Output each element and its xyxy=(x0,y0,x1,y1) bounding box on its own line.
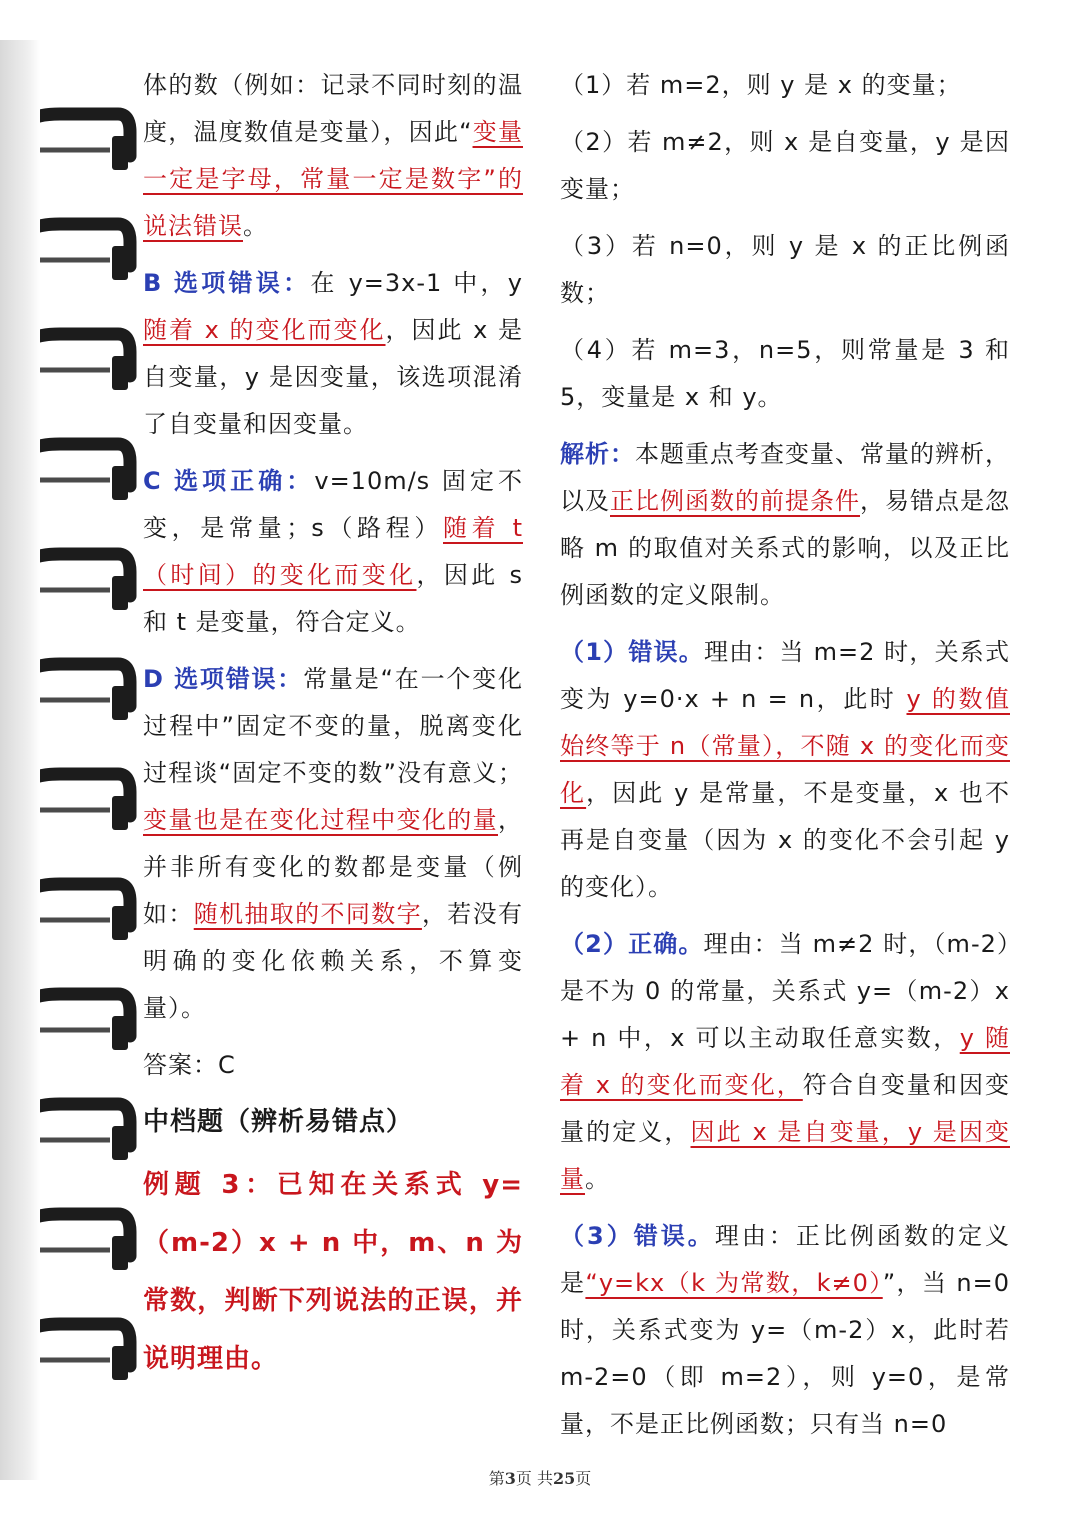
answer-2: （2）正确。理由：当 m≠2 时，（m-2）是不为 0 的常量，关系式 y=（m-2）x + n 中，x 可以主动取任意实数，y 随着 x 的变化而变化，符合自变量和因变量的定义，因此 x 是自变量，y 是因变量。 xyxy=(560,930,1010,1193)
analysis-highlight: 正比例函数的前提条件 xyxy=(610,487,860,515)
option-d-highlight-2: 随机抽取的不同数字 xyxy=(193,900,422,928)
option-a-continuation: 体的数（例如：记录不同时刻的温度，温度数值是变量），因此“变量一定是字母，常量一定是数字”的说法错误。 xyxy=(143,71,523,240)
answer-1-label: （1）错误。 xyxy=(560,638,704,666)
page-footer: 第3页 共25页 xyxy=(488,1469,592,1488)
option-b: B 选项错误：在 y=3x-1 中，y 随着 x 的变化而变化，因此 x 是自变量，y 是因变量，该选项混淆了自变量和因变量。 xyxy=(143,269,523,438)
spiral-rings-graphic xyxy=(0,40,140,1480)
highlight-misconception: 变量一定是字母，常量一定是数字”的说法错误 xyxy=(143,118,523,240)
answer-1: （1）错误。理由：当 m=2 时，关系式变为 y=0·x + n = n，此时 y 的数值始终等于 n（常量），不随 x 的变化而变化，因此 y 是常量，不是变量，x 也不再是自变量（因为 x 的变化不会引起 y 的变化）。 xyxy=(560,638,1010,901)
answer-1-highlight: y 的数值始终等于 n（常量），不随 x 的变化而变化 xyxy=(560,685,1010,807)
option-c-highlight: 随着 t（时间）的变化而变化 xyxy=(143,514,523,589)
spiral-binding xyxy=(0,40,140,1480)
answer-3: （3）错误。理由：正比例函数的定义是“y=kx（k 为常数，k≠0）”，当 n=0 时，关系式变为 y=（m-2）x，此时若 m-2=0（即 m=2），则 y=0，是常量，不是正比例函数；只有当 n=0 xyxy=(560,1222,1010,1438)
statement-3: （3）若 n=0，则 y 是 x 的正比例函数； xyxy=(560,232,1010,307)
option-d-label: D 选项错误： xyxy=(143,665,304,693)
statement-2: （2）若 m≠2，则 x 是自变量，y 是因变量； xyxy=(560,128,1010,203)
left-column xyxy=(143,62,523,1512)
current-page-number: 3 xyxy=(504,1469,516,1488)
option-d-highlight-1: 变量也是在变化过程中变化的量 xyxy=(143,806,498,834)
option-c-label: C 选项正确： xyxy=(143,467,315,495)
answer: 答案：C xyxy=(143,1051,236,1079)
analysis-label: 解析： xyxy=(560,440,635,468)
statement-1: （1）若 m=2，则 y 是 x 的变量； xyxy=(560,71,962,99)
answer-2-highlight-2: 因此 x 是自变量，y 是因变量 xyxy=(560,1118,1010,1193)
answer-2-highlight-1: y 随着 x 的变化而变化， xyxy=(560,1024,1010,1099)
option-b-label: B 选项错误： xyxy=(143,269,311,297)
option-d: D 选项错误：常量是“在一个变化过程中”固定不变的量，脱离变化过程谈“固定不变的数”没有意义；变量也是在变化过程中变化的量，并非所有变化的数都是变量（例如：随机抽取的不同数字，若没有明确的变化依赖关系，不算变量）。 xyxy=(143,665,523,1022)
example-3-question: 例题 3：已知在关系式 y=（m-2）x + n 中，m、n 为常数，判断下列说法的正误，并说明理由。 xyxy=(143,1170,523,1374)
total-page-number: 25 xyxy=(552,1469,576,1488)
answer-2-label: （2）正确。 xyxy=(560,930,704,958)
right-column xyxy=(560,62,1010,1512)
section-heading: 中档题（辨析易错点） xyxy=(143,1107,414,1137)
statement-4: （4）若 m=3，n=5，则常量是 3 和 5，变量是 x 和 y。 xyxy=(560,336,1010,411)
answer-3-label: （3）错误。 xyxy=(560,1222,715,1250)
option-b-highlight: 随着 x 的变化而变化 xyxy=(143,316,386,344)
analysis: 解析：本题重点考查变量、常量的辨析，以及正比例函数的前提条件，易错点是忽略 m 的取值对关系式的影响，以及正比例函数的定义限制。 xyxy=(560,440,1010,609)
option-c: C 选项正确：v=10m/s 固定不变，是常量；s（路程）随着 t（时间）的变化而变化，因此 s 和 t 是变量，符合定义。 xyxy=(143,467,523,636)
answer-3-highlight: “y=kx（k 为常数，k≠0） xyxy=(585,1269,883,1297)
